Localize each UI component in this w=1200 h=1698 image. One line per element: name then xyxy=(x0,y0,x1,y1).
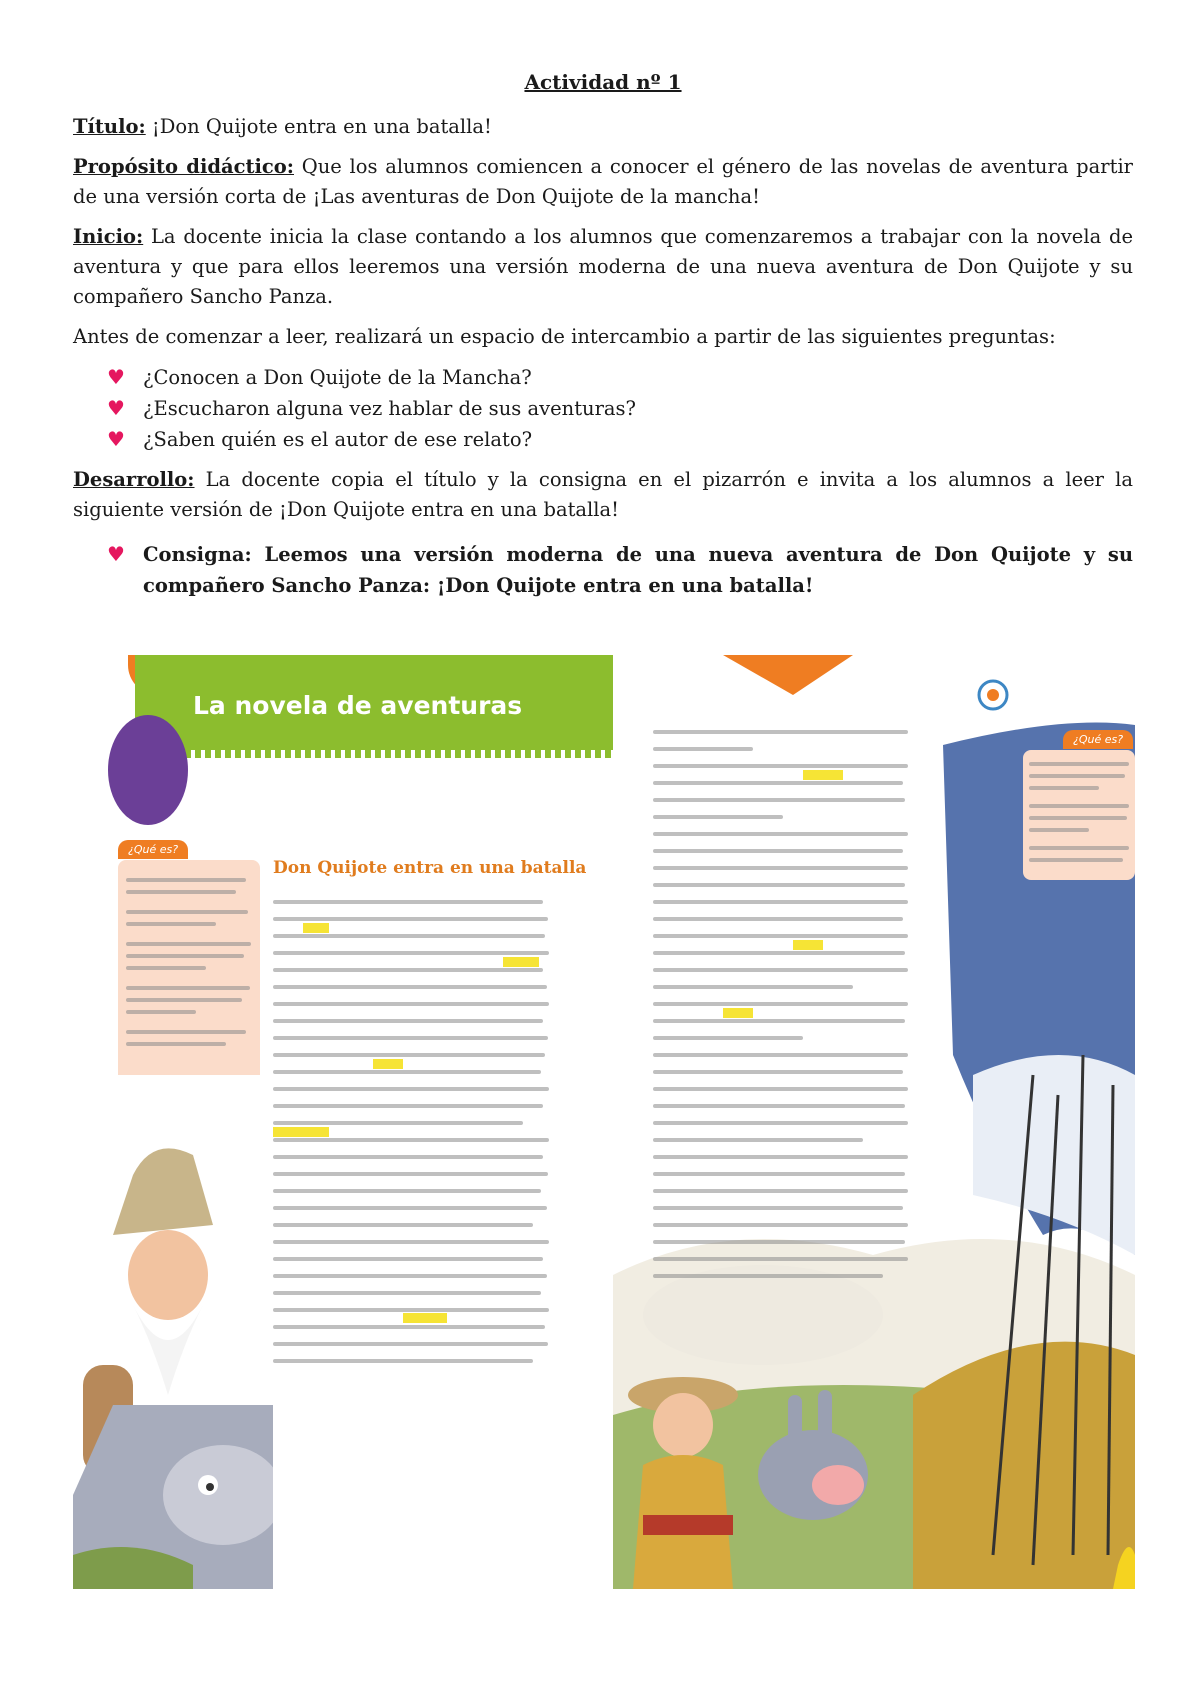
proposito-paragraph xyxy=(73,152,1133,212)
list-item: ♥ ¿Conocen a Don Quijote de la Mancha? xyxy=(73,362,1133,393)
left-page xyxy=(73,655,613,1589)
list-item: ♥ ¿Saben quién es el autor de ese relato? xyxy=(73,424,1133,455)
titulo-paragraph xyxy=(73,112,1133,142)
consigna-text: Consigna: Leemos una versión moderna de una nueva aventura de Don Quijote y su compañero Sancho Panza: ¡Don Quijote entra en una batalla! xyxy=(143,543,1133,597)
banner-title: La novela de aventuras xyxy=(193,691,523,720)
proposito-text: Que los alumnos comiencen a conocer el género de las novelas de aventura partir de una versión corta de ¡Las aventuras de Don Quijote de la mancha! xyxy=(73,155,1134,208)
desarrollo-text: La docente copia el título y la consigna en el pizarrón e invita a los alumnos a leer la siguiente versión de ¡Don Quijote entra en una batalla! xyxy=(73,468,1133,521)
don-quijote-illustration xyxy=(73,1075,273,1589)
consigna-item xyxy=(73,539,1133,601)
note-header: ¿Qué es? xyxy=(1063,730,1133,749)
list-item: ♥ ¿Escucharon alguna vez hablar de sus aventuras? xyxy=(73,393,1133,424)
inicio-text: La docente inicia la clase contando a los alumnos que comenzaremos a trabajar con la novela de aventura y que para ellos leeremos una versión moderna de una nueva aventura de Don Quijote y su compañero Sancho Panza. xyxy=(73,225,1133,308)
antes-paragraph: Antes de comenzar a leer, realizará un espacio de intercambio a partir de las siguientes preguntas: xyxy=(73,325,1056,348)
inicio-paragraph xyxy=(73,222,1133,312)
inicio-label: Inicio: xyxy=(73,225,144,248)
desarrollo-paragraph xyxy=(73,465,1133,525)
note-box-right xyxy=(1023,733,1135,880)
sancho-panza-illustration xyxy=(613,1335,873,1589)
note-header: ¿Qué es? xyxy=(118,840,188,859)
heart-icon: ♥ xyxy=(107,365,125,389)
proposito-label: Propósito didáctico: xyxy=(73,155,294,178)
heart-icon: ♥ xyxy=(107,542,125,566)
story-title: Don Quijote entra en una batalla xyxy=(273,858,587,878)
heart-icon: ♥ xyxy=(107,427,125,451)
banner-zigzag xyxy=(135,750,613,758)
right-page xyxy=(613,655,1135,1589)
desarrollo-label: Desarrollo: xyxy=(73,468,195,491)
book-spread-image xyxy=(73,655,1135,1589)
document-page xyxy=(73,70,1133,613)
purple-oval xyxy=(108,715,188,825)
activity-title: Actividad nº 1 xyxy=(524,70,682,94)
heart-icon: ♥ xyxy=(107,396,125,420)
titulo-text: ¡Don Quijote entra en una batalla! xyxy=(145,115,492,138)
questions-list xyxy=(73,362,1133,455)
titulo-label: Título: xyxy=(73,115,146,138)
note-box-left xyxy=(118,843,260,1090)
